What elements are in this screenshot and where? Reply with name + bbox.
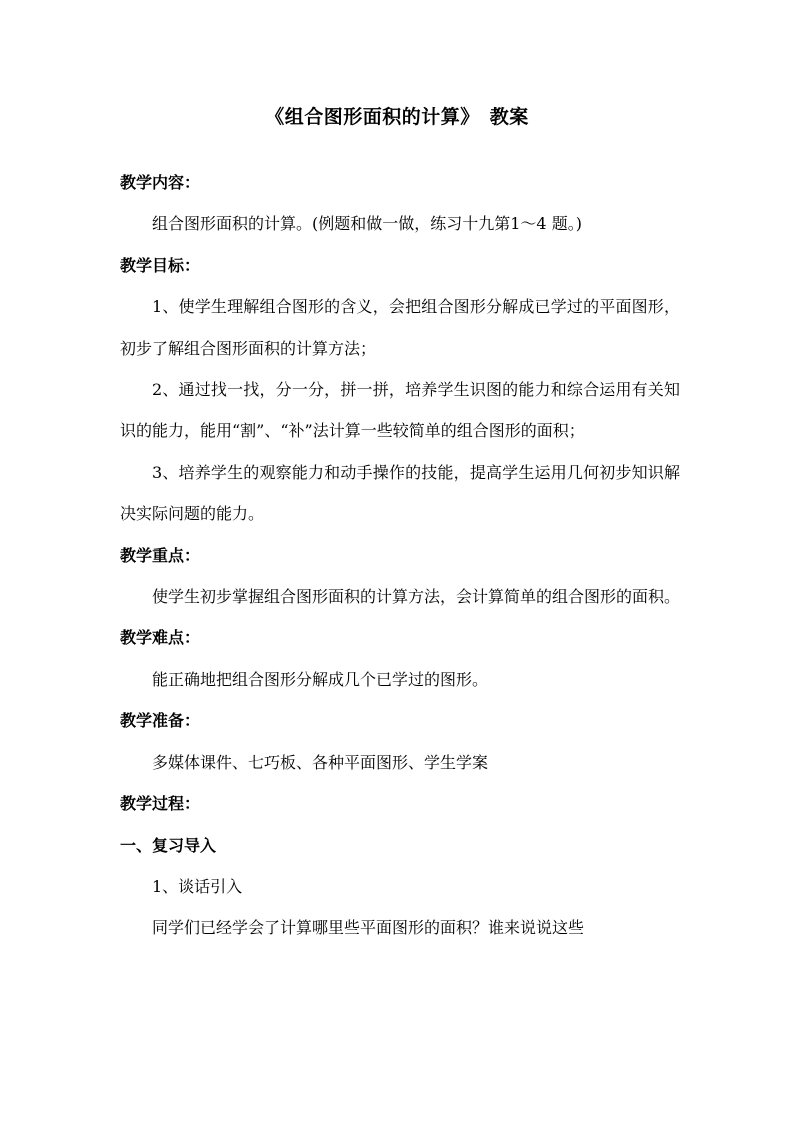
section-heading-content: 教学内容： — [120, 173, 201, 192]
document-body — [120, 162, 680, 949]
paragraph-step-1: 1、谈话引入 — [152, 876, 243, 896]
paragraph-difficulty: 能正确地把组合图形分解成几个已学过的图形。 — [152, 669, 489, 689]
paragraph-key-points: 使学生初步掌握组合图形面积的计算方法，会计算简单的组合图形的面积。 — [152, 587, 681, 607]
paragraph-goal-3: 3、培养学生的观察能力和动手操作的技能，提高学生运用几何初步知识解决实际问题的能力。 — [120, 462, 680, 524]
section-heading-goals: 教学目标： — [120, 255, 201, 275]
subsection-heading-review: 一、复习导入 — [120, 835, 217, 855]
document-title: 《组合图形面积的计算》 教案 — [265, 106, 529, 128]
section-heading-key-points: 教学重点： — [120, 545, 201, 565]
paragraph-content: 组合图形面积的计算。(例题和做一做，练习十九第1～4 题。) — [152, 214, 582, 234]
section-heading-difficulty: 教学难点： — [120, 628, 201, 648]
paragraph-goal-2: 2、通过找一找，分一分，拼一拼，培养学生识图的能力和综合运用有关知识的能力，能用“割”、“补”法计算一些较简单的组合图形的面积； — [120, 380, 680, 441]
paragraph-goal-1: 1、使学生理解组合图形的含义，会把组合图形分解成已学过的平面图形，初步了解组合图形面积的计算方法； — [120, 297, 680, 358]
section-heading-process: 教学过程： — [120, 794, 201, 814]
section-heading-preparation: 教学准备： — [120, 711, 201, 731]
paragraph-step-1-body: 同学们已经学会了计算哪里些平面图形的面积？谁来说说这些 — [152, 918, 585, 938]
paragraph-preparation: 多媒体课件、七巧板、各种平面图形、学生学案 — [152, 752, 489, 772]
